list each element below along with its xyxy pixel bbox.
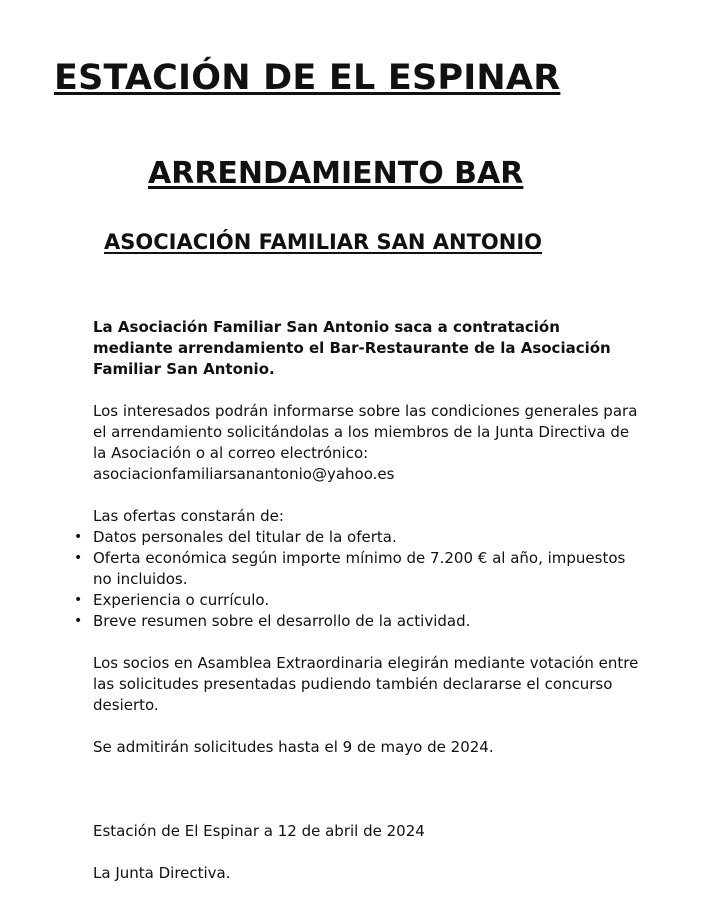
contact-email: asociacionfamiliarsanantonio@yahoo.es: [93, 465, 395, 483]
list-item-text: Experiencia o currículo.: [93, 591, 270, 609]
assembly-paragraph: [93, 653, 653, 716]
bullet-icon: •: [74, 529, 83, 545]
document-title: ESTACIÓN DE EL ESPINAR: [54, 58, 561, 98]
list-item-text: Datos personales del titular de la oferta.: [93, 528, 397, 546]
intro-line: La Asociación Familiar San Antonio saca a contratación: [93, 318, 560, 336]
info-line: la Asociación o al correo electrónico:: [93, 444, 369, 462]
bullet-icon: •: [74, 613, 83, 629]
organization-heading: ASOCIACIÓN FAMILIAR SAN ANTONIO: [104, 230, 543, 254]
info-line: el arrendamiento solicitándolas a los miembros de la Junta Directiva de: [93, 423, 630, 441]
deadline-text: Se admitirán solicitudes hasta el 9 de mayo de 2024.: [93, 738, 494, 756]
bullet-icon: •: [74, 592, 83, 608]
document-body: [74, 317, 653, 884]
list-item-text: Oferta económica según importe mínimo de 7.200 € al año, impuestos: [93, 549, 626, 567]
offers-heading: Las ofertas constarán de:: [93, 507, 284, 525]
assembly-line: Los socios en Asamblea Extraordinaria elegirán mediante votación entre: [93, 654, 639, 672]
list-item: [74, 590, 653, 611]
info-line: Los interesados podrán informarse sobre las condiciones generales para: [93, 402, 638, 420]
info-paragraph: [93, 401, 653, 485]
place-date: Estación de El Espinar a 12 de abril de 2024: [93, 822, 425, 840]
list-item-text: Breve resumen sobre el desarrollo de la actividad.: [93, 612, 471, 630]
intro-paragraph: [93, 317, 653, 380]
assembly-line: las solicitudes presentadas pudiendo también declararse el concurso: [93, 675, 613, 693]
document-subtitle: ARRENDAMIENTO BAR: [148, 156, 524, 191]
offers-list: [74, 527, 653, 632]
intro-line: Familiar San Antonio.: [93, 360, 275, 378]
intro-line: mediante arrendamiento el Bar-Restaurante de la Asociación: [93, 339, 611, 357]
list-item-text: no incluidos.: [93, 570, 188, 588]
list-item: [74, 548, 653, 590]
list-item: [74, 611, 653, 632]
bullet-icon: •: [74, 550, 83, 566]
list-item: [74, 527, 653, 548]
signature: La Junta Directiva.: [93, 864, 231, 882]
assembly-line: desierto.: [93, 696, 159, 714]
